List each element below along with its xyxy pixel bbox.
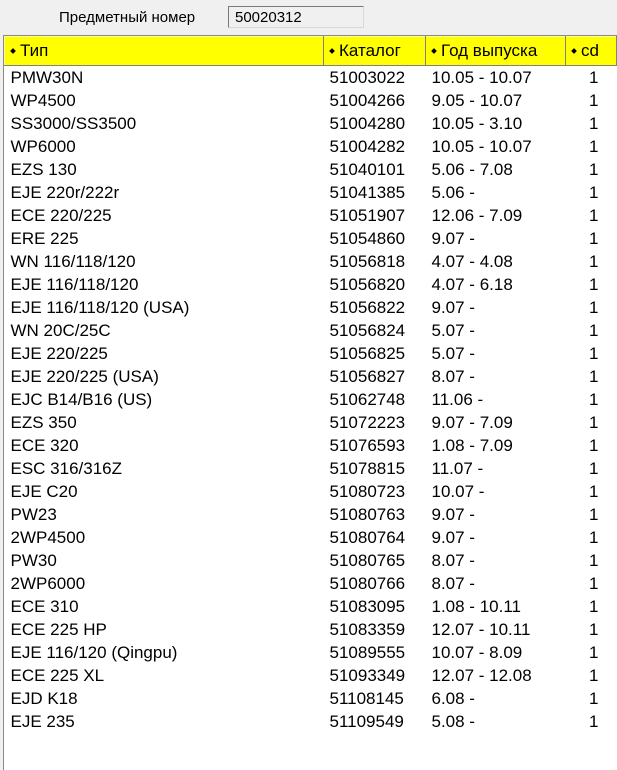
cell-type: WP6000 <box>10 136 76 156</box>
cell-catalog: 51004266 <box>329 90 406 110</box>
cell-cd: 1 <box>589 274 599 294</box>
cell-year: 5.06 - <box>431 182 475 202</box>
cell-year: 5.08 - <box>431 711 475 731</box>
column-header-catalog[interactable] <box>324 37 426 66</box>
cell-cd: 1 <box>589 688 599 708</box>
cell-cd: 1 <box>589 113 599 133</box>
cell-cd: 1 <box>589 320 599 340</box>
cell-type: 2WP4500 <box>10 527 86 547</box>
cell-type: EJE 220/225 (USA) <box>10 366 159 386</box>
column-header-year[interactable] <box>426 37 566 66</box>
cell-catalog: 51004280 <box>329 113 406 133</box>
cell-catalog: 51054860 <box>329 228 406 248</box>
cell-year: 9.07 - <box>431 527 475 547</box>
cell-cd: 1 <box>589 527 599 547</box>
cell-catalog: 51041385 <box>329 182 406 202</box>
table-row[interactable] <box>5 158 617 181</box>
cell-cd: 1 <box>589 596 599 616</box>
cell-type: PMW30N <box>10 67 84 87</box>
table-row[interactable] <box>5 66 617 90</box>
cell-cd: 1 <box>589 458 599 478</box>
cell-catalog: 51083359 <box>329 619 406 639</box>
parts-grid <box>3 35 617 770</box>
cell-catalog: 51051907 <box>329 205 406 225</box>
table-row[interactable] <box>5 457 617 480</box>
cell-year: 9.07 - <box>431 504 475 524</box>
cell-cd: 1 <box>589 366 599 386</box>
column-header-type[interactable] <box>5 37 324 66</box>
cell-cd: 1 <box>589 228 599 248</box>
cell-cd: 1 <box>589 435 599 455</box>
cell-cd: 1 <box>589 665 599 685</box>
parts-table <box>4 36 617 733</box>
table-header-row <box>5 37 617 66</box>
cell-catalog: 51080763 <box>329 504 406 524</box>
cell-type: SS3000/SS3500 <box>10 113 137 133</box>
cell-type: EJE 116/118/120 (USA) <box>10 297 190 317</box>
cell-catalog: 51078815 <box>329 458 406 478</box>
table-row[interactable] <box>5 135 617 158</box>
cell-type: ECE 225 XL <box>10 665 105 685</box>
cell-year: 12.07 - 12.08 <box>431 665 532 685</box>
table-row[interactable] <box>5 411 617 434</box>
cell-year: 9.07 - 7.09 <box>431 412 513 432</box>
cell-cd: 1 <box>589 481 599 501</box>
diamond-bullet-icon <box>571 48 577 54</box>
cell-catalog: 51056820 <box>329 274 406 294</box>
cell-catalog: 51056827 <box>329 366 406 386</box>
cell-catalog: 51108145 <box>329 688 404 708</box>
cell-cd: 1 <box>589 297 599 317</box>
cell-type: EJD K18 <box>10 688 78 708</box>
cell-catalog: 51040101 <box>329 159 406 179</box>
cell-cd: 1 <box>589 711 599 731</box>
table-row[interactable] <box>5 112 617 135</box>
cell-year: 1.08 - 10.11 <box>431 596 521 616</box>
cell-catalog: 51080765 <box>329 550 406 570</box>
cell-type: EJE 220r/222r <box>10 182 120 202</box>
table-row[interactable] <box>5 204 617 227</box>
cell-catalog: 51083095 <box>329 596 406 616</box>
table-row[interactable] <box>5 227 617 250</box>
cell-cd: 1 <box>589 159 599 179</box>
table-row[interactable] <box>5 710 617 733</box>
cell-cd: 1 <box>589 573 599 593</box>
cell-year: 5.06 - 7.08 <box>431 159 513 179</box>
column-header-label: Год выпуска <box>441 41 538 60</box>
cell-cd: 1 <box>589 504 599 524</box>
cell-cd: 1 <box>589 412 599 432</box>
cell-catalog: 51109549 <box>329 711 404 731</box>
cell-year: 10.07 - <box>431 481 485 501</box>
table-row[interactable] <box>5 687 617 710</box>
cell-year: 8.07 - <box>431 573 475 593</box>
cell-type: EJE 235 <box>10 711 75 731</box>
cell-cd: 1 <box>589 550 599 570</box>
item-number-label: Предметный номер <box>59 9 196 26</box>
cell-cd: 1 <box>589 182 599 202</box>
cell-type: ESC 316/316Z <box>10 458 123 478</box>
cell-cd: 1 <box>589 619 599 639</box>
table-row[interactable] <box>5 618 617 641</box>
table-row[interactable] <box>5 342 617 365</box>
cell-type: EJE 116/120 (Qingpu) <box>10 642 178 662</box>
cell-type: ECE 320 <box>10 435 79 455</box>
cell-type: EZS 130 <box>10 159 77 179</box>
column-header-label: Каталог <box>339 41 401 60</box>
cell-catalog: 51056818 <box>329 251 406 271</box>
cell-catalog: 51062748 <box>329 389 406 409</box>
table-row[interactable] <box>5 595 617 618</box>
cell-catalog: 51080766 <box>329 573 406 593</box>
cell-year: 4.07 - 6.18 <box>431 274 513 294</box>
cell-type: EJC B14/B16 (US) <box>10 389 153 409</box>
cell-type: WN 20C/25C <box>10 320 111 340</box>
cell-catalog: 51056822 <box>329 297 406 317</box>
table-row[interactable] <box>5 549 617 572</box>
cell-type: ECE 220/225 <box>10 205 112 225</box>
cell-year: 11.06 - <box>431 389 484 409</box>
cell-catalog: 51089555 <box>329 642 406 662</box>
column-header-label: Тип <box>20 41 49 60</box>
cell-year: 5.07 - <box>431 320 475 340</box>
cell-year: 10.05 - 10.07 <box>431 67 532 87</box>
cell-type: 2WP6000 <box>10 573 86 593</box>
cell-year: 9.07 - <box>431 228 475 248</box>
cell-year: 4.07 - 4.08 <box>431 251 513 271</box>
cell-cd: 1 <box>589 642 599 662</box>
table-row[interactable] <box>5 181 617 204</box>
cell-cd: 1 <box>589 90 599 110</box>
cell-type: PW30 <box>10 550 57 570</box>
table-row[interactable] <box>5 434 617 457</box>
cell-type: EZS 350 <box>10 412 77 432</box>
cell-catalog: 51080723 <box>329 481 406 501</box>
cell-year: 12.07 - 10.11 <box>431 619 531 639</box>
diamond-bullet-icon <box>10 48 16 54</box>
diamond-bullet-icon <box>431 48 437 54</box>
cell-type: EJE C20 <box>10 481 78 501</box>
cell-year: 12.06 - 7.09 <box>431 205 523 225</box>
column-header-label: cd <box>581 41 599 60</box>
cell-year: 8.07 - <box>431 366 475 386</box>
item-number-field[interactable]: 50020312 <box>228 6 364 28</box>
table-row[interactable] <box>5 480 617 503</box>
cell-type: ECE 225 HP <box>10 619 107 639</box>
cell-year: 10.07 - 8.09 <box>431 642 523 662</box>
item-number-bar <box>0 0 617 34</box>
table-row[interactable] <box>5 503 617 526</box>
cell-year: 9.05 - 10.07 <box>431 90 523 110</box>
cell-type: EJE 220/225 <box>10 343 108 363</box>
cell-year: 6.08 - <box>431 688 475 708</box>
table-row[interactable] <box>5 273 617 296</box>
table-row[interactable] <box>5 89 617 112</box>
cell-type: ERE 225 <box>10 228 79 248</box>
column-header-cd[interactable] <box>566 37 617 66</box>
cell-type: EJE 116/118/120 <box>10 274 139 294</box>
table-row[interactable] <box>5 572 617 595</box>
cell-cd: 1 <box>589 389 599 409</box>
table-row[interactable] <box>5 296 617 319</box>
cell-catalog: 51072223 <box>329 412 406 432</box>
cell-catalog: 51003022 <box>329 67 406 87</box>
cell-type: PW23 <box>10 504 57 524</box>
table-row[interactable] <box>5 641 617 664</box>
diamond-bullet-icon <box>329 48 335 54</box>
cell-cd: 1 <box>589 251 599 271</box>
cell-year: 5.07 - <box>431 343 475 363</box>
cell-type: WN 116/118/120 <box>10 251 136 271</box>
cell-type: WP4500 <box>10 90 76 110</box>
cell-catalog: 51076593 <box>329 435 406 455</box>
cell-catalog: 51093349 <box>329 665 406 685</box>
cell-cd: 1 <box>589 205 599 225</box>
cell-year: 8.07 - <box>431 550 475 570</box>
cell-year: 10.05 - 3.10 <box>431 113 523 133</box>
table-row[interactable] <box>5 250 617 273</box>
table-row[interactable] <box>5 664 617 687</box>
table-row[interactable] <box>5 365 617 388</box>
cell-catalog: 51080764 <box>329 527 406 547</box>
table-row[interactable] <box>5 388 617 411</box>
cell-catalog: 51056825 <box>329 343 406 363</box>
cell-cd: 1 <box>589 67 599 87</box>
cell-catalog: 51056824 <box>329 320 406 340</box>
cell-year: 9.07 - <box>431 297 475 317</box>
cell-year: 11.07 - <box>431 458 484 478</box>
cell-year: 10.05 - 10.07 <box>431 136 532 156</box>
cell-cd: 1 <box>589 343 599 363</box>
cell-year: 1.08 - 7.09 <box>431 435 513 455</box>
cell-catalog: 51004282 <box>329 136 406 156</box>
table-row[interactable] <box>5 526 617 549</box>
cell-type: ECE 310 <box>10 596 79 616</box>
cell-cd: 1 <box>589 136 599 156</box>
table-row[interactable] <box>5 319 617 342</box>
